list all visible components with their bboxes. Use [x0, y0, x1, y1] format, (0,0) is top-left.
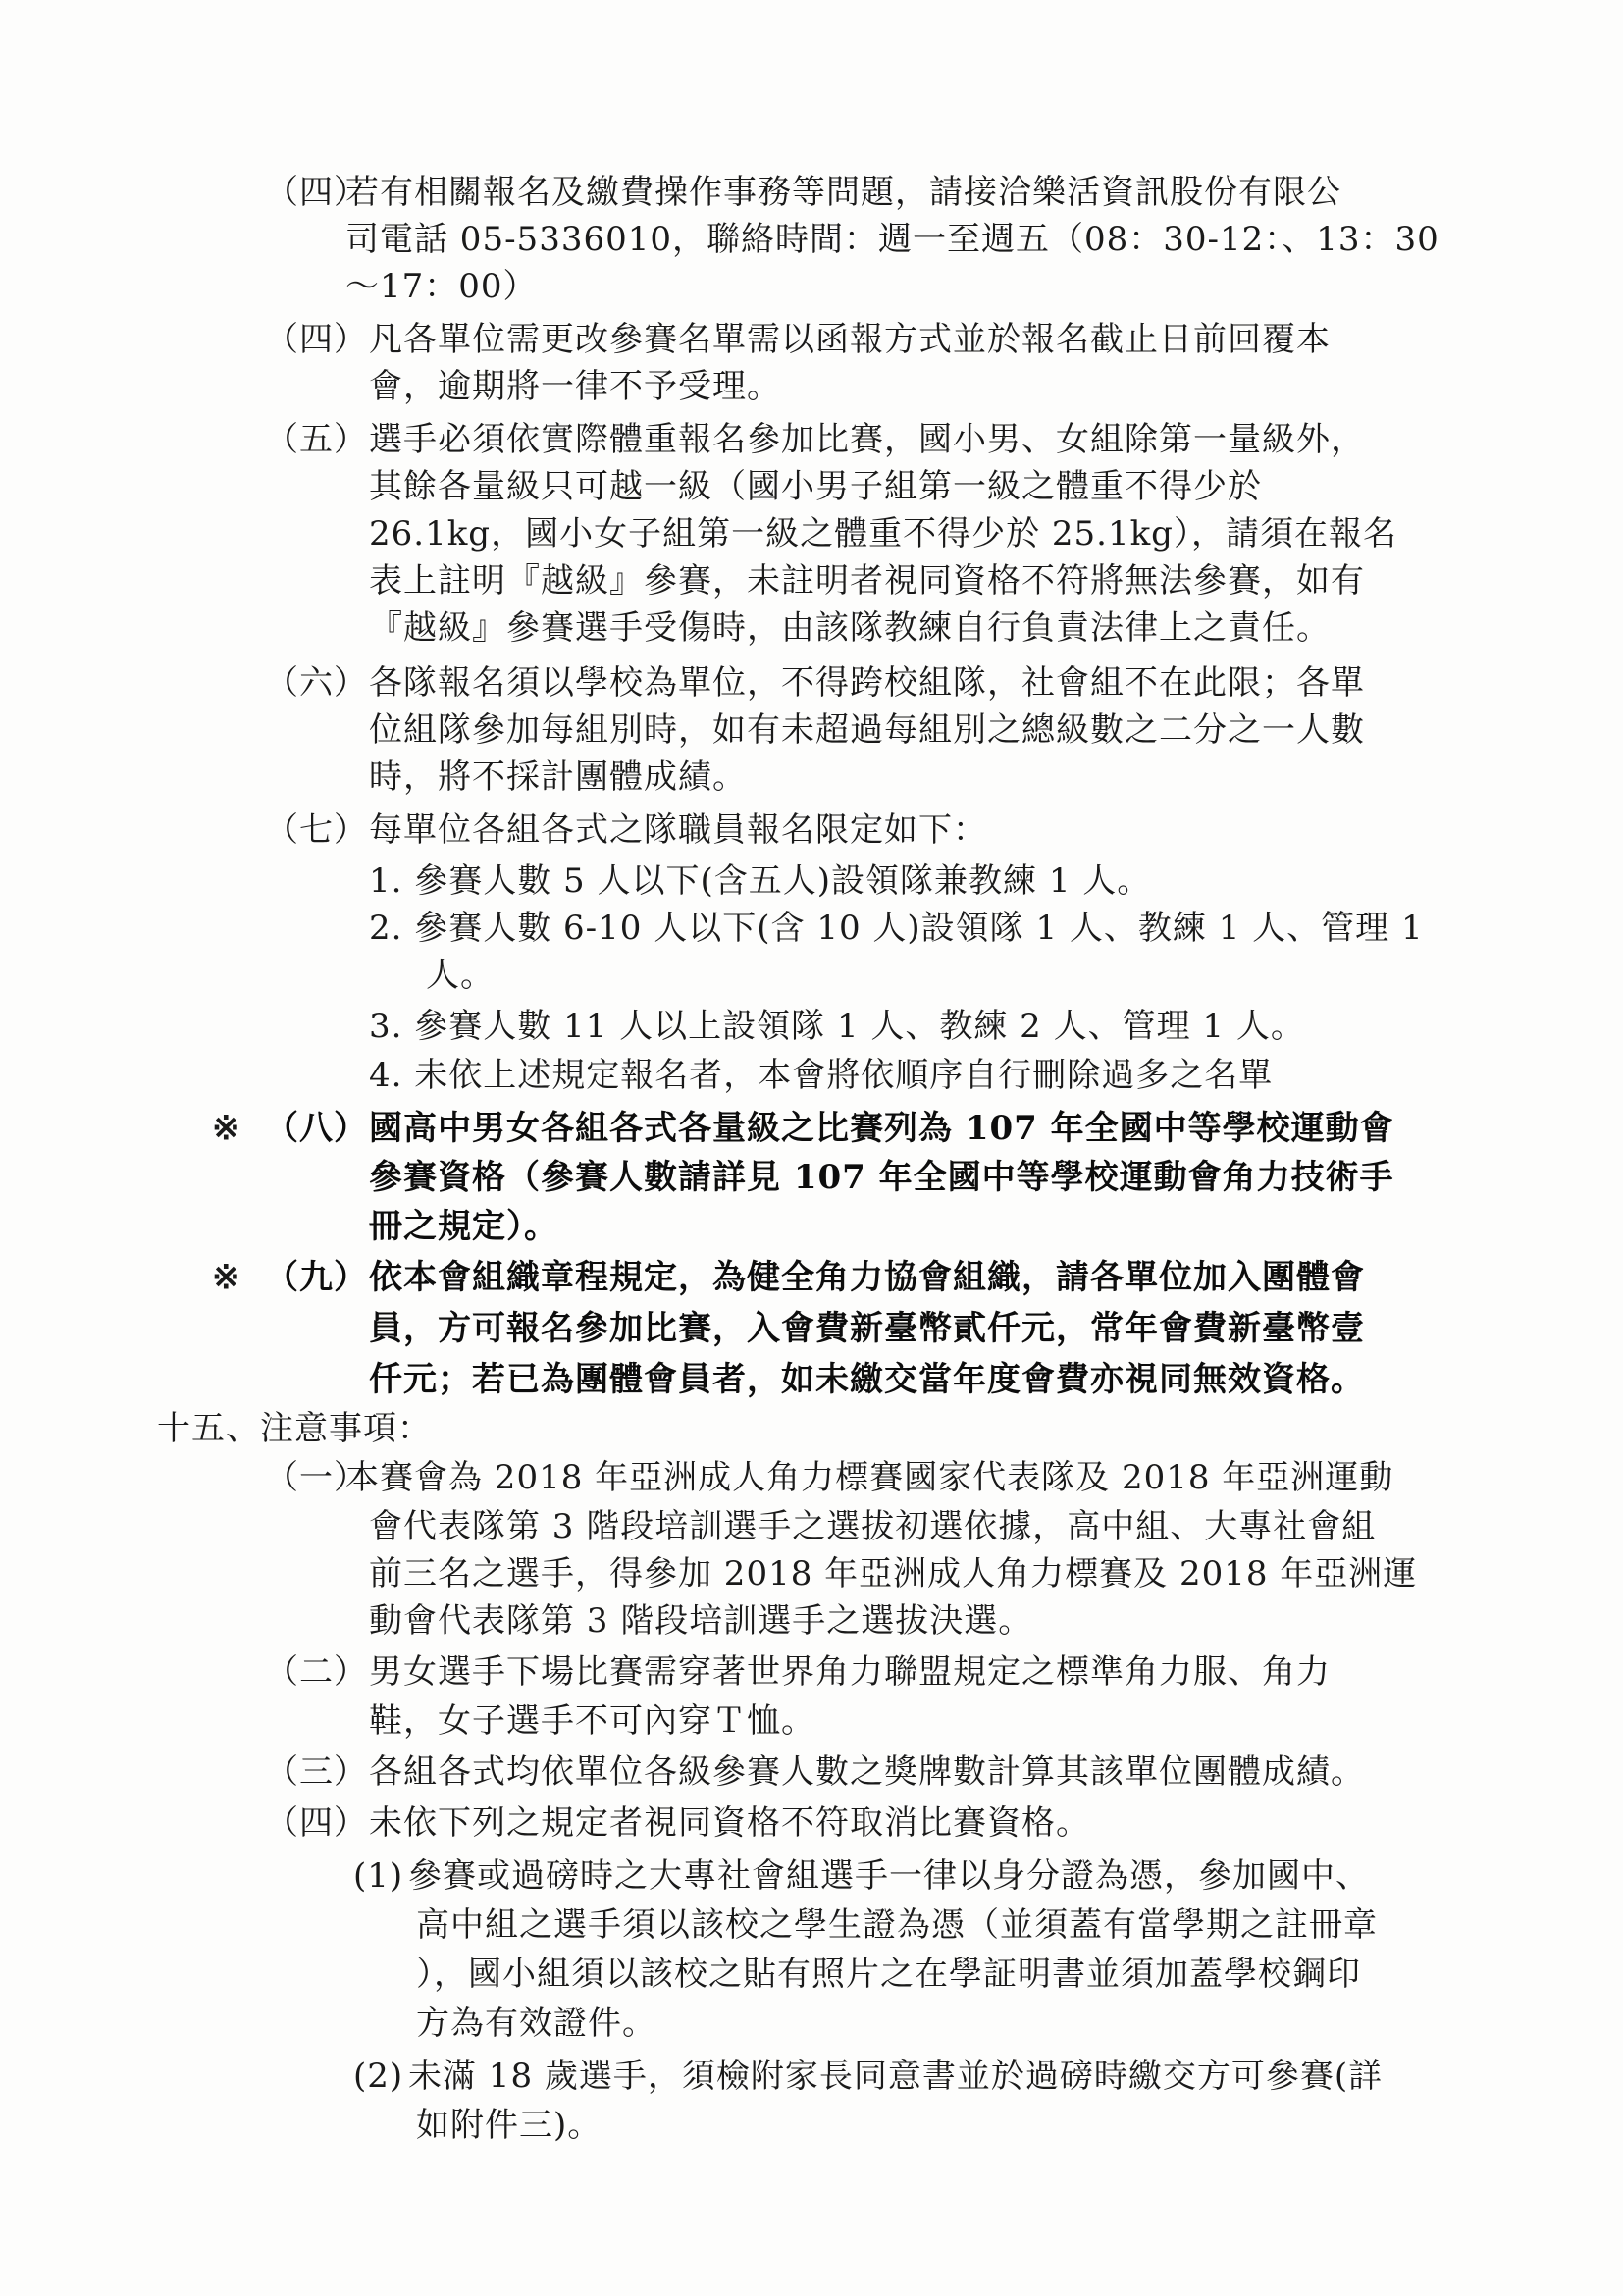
text-line: ），國小組須以該校之貼有照片之在學証明書並須加蓋學校鋼印: [416, 1955, 1361, 1994]
text-line: ～17：00）: [345, 267, 538, 306]
text-line: 每單位各組各式之隊職員報名限定如下：: [369, 810, 987, 850]
text-line: 各隊報名須以學校為單位，不得跨校組隊，社會組不在此限；各單: [369, 663, 1365, 703]
text-line: 參賽資格（參賽人數請詳見 107 年全國中等學校運動會角力技術手: [369, 1158, 1394, 1197]
list-item: 人。: [426, 956, 495, 995]
section-label: （一）: [265, 1458, 368, 1497]
list-item: 4. 未依上述規定報名者，本會將依順序自行刪除過多之名單: [369, 1056, 1274, 1095]
list-item: 2. 參賽人數 6-10 人以下(含 10 人)設領隊 1 人、教練 1 人、管理 1: [369, 909, 1424, 948]
text-line: 高中組之選手須以該校之學生證為憑（並須蓋有當學期之註冊章: [416, 1905, 1378, 1945]
text-line: 方為有效證件。: [416, 2004, 656, 2043]
text-line: 員，方可報名參加比賽，入會費新臺幣貳仟元，常年會費新臺幣壹: [369, 1309, 1365, 1348]
section-label: （二）: [265, 1652, 368, 1692]
section-label: （六）: [265, 663, 368, 703]
reference-mark: ※: [212, 1258, 240, 1297]
text-line: 選手必須依實際體重報名參加比賽，國小男、女組除第一量級外，: [369, 420, 1365, 459]
section-label: （四）: [265, 1803, 368, 1843]
text-line: 參賽或過磅時之大專社會組選手一律以身分證為憑，參加國中、: [408, 1856, 1370, 1896]
section-label: （七）: [265, 810, 368, 850]
text-line: 『越級』參賽選手受傷時，由該隊教練自行負責法律上之責任。: [369, 608, 1331, 648]
section-label: （五）: [265, 420, 368, 459]
reference-mark: ※: [212, 1109, 240, 1148]
text-line: 其餘各量級只可越一級（國小男子組第一級之體重不得少於: [369, 467, 1262, 506]
sub-item-label: (1): [353, 1856, 404, 1896]
text-line: 如附件三)。: [416, 2106, 602, 2145]
text-line: 若有相關報名及繳費操作事務等問題，請接洽樂活資訊股份有限公: [345, 173, 1341, 212]
text-line: 鞋，女子選手不可內穿Ｔ恤。: [369, 1701, 815, 1741]
text-line: 時，將不採計團體成績。: [369, 757, 747, 797]
list-item: 3. 參賽人數 11 人以上設領隊 1 人、教練 2 人、管理 1 人。: [369, 1007, 1305, 1046]
sub-item-label: (2): [353, 2057, 404, 2096]
section-label: （三）: [265, 1752, 368, 1792]
text-line: 會，逾期將一律不予受理。: [369, 367, 781, 406]
section-label: （九）: [265, 1258, 368, 1297]
text-line: 會代表隊第 3 階段培訓選手之選拔初選依據，高中組、大專社會組: [369, 1507, 1377, 1546]
text-line: 前三名之選手，得參加 2018 年亞洲成人角力標賽及 2018 年亞洲運: [369, 1554, 1418, 1593]
text-line: 男女選手下場比賽需穿著世界角力聯盟規定之標準角力服、角力: [369, 1652, 1331, 1692]
text-line: 司電話 05-5336010，聯絡時間：週一至週五（08：30-12：、13：30: [345, 220, 1440, 259]
text-line: 冊之規定）。: [369, 1207, 558, 1246]
section-heading: 十五、注意事項：: [157, 1409, 432, 1448]
section-label: （八）: [265, 1109, 368, 1148]
section-label: （四）: [265, 173, 368, 212]
text-line: 位組隊參加每組別時，如有未超過每組別之總級數之二分之一人數: [369, 710, 1365, 750]
text-line: 表上註明『越級』參賽，未註明者視同資格不符將無法參賽，如有: [369, 561, 1365, 600]
text-line: 凡各單位需更改參賽名單需以函報方式並於報名截止日前回覆本: [369, 320, 1331, 359]
text-line: 本賽會為 2018 年亞洲成人角力標賽國家代表隊及 2018 年亞洲運動: [345, 1458, 1394, 1497]
text-line: 各組各式均依單位各級參賽人數之獎牌數計算其該單位團體成績。: [369, 1752, 1365, 1792]
text-line: 未依下列之規定者視同資格不符取消比賽資格。: [369, 1803, 1090, 1843]
text-line: 26.1kg，國小女子組第一級之體重不得少於 25.1kg），請須在報名: [369, 514, 1397, 553]
text-line: 仟元；若已為團體會員者，如未繳交當年度會費亦視同無效資格。: [369, 1360, 1365, 1399]
text-line: 國高中男女各組各式各量級之比賽列為 107 年全國中等學校運動會: [369, 1109, 1394, 1148]
section-label: （四）: [265, 320, 368, 359]
text-line: 未滿 18 歲選手，須檢附家長同意書並於過磅時繳交方可參賽(詳: [408, 2057, 1384, 2096]
text-line: 動會代表隊第 3 階段培訓選手之選拔決選。: [369, 1601, 1033, 1641]
list-item: 1. 參賽人數 5 人以下(含五人)設領隊兼教練 1 人。: [369, 861, 1152, 901]
text-line: 依本會組織章程規定，為健全角力協會組織，請各單位加入團體會: [369, 1258, 1365, 1297]
